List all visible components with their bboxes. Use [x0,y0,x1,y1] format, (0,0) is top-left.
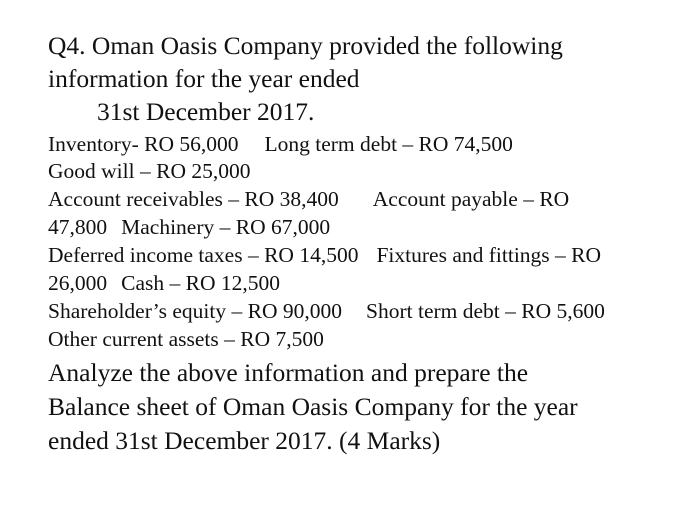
account-receivables-item: Account receivables – RO 38,400 [48,187,339,211]
data-row-3 [48,189,569,211]
data-row-4 [48,217,330,239]
machinery-item: Machinery – RO 67,000 [121,215,331,239]
account-payable-item-part-1: Account payable – RO [372,187,570,211]
data-row-5 [48,245,601,267]
long-term-debt-item: Long term debt – RO 74,500 [264,132,513,156]
goodwill-item: Good will – RO 25,000 [48,159,251,183]
data-row-1 [48,134,513,156]
question-title-line-1: Q4. Oman Oasis Company provided the following [48,31,563,60]
instruction-line-2: Balance sheet of Oman Oasis Company for the year [48,392,578,421]
data-row-7 [48,301,605,323]
cash-item: Cash – RO 12,500 [121,271,280,295]
data-row-6 [48,273,280,295]
other-current-assets-item: Other current assets – RO 7,500 [48,327,324,351]
inventory-item: Inventory- RO 56,000 [48,132,239,156]
short-term-debt-item: Short term debt – RO 5,600 [366,299,605,323]
data-row-2 [48,161,250,183]
fixtures-fittings-item-part-1: Fixtures and fittings – RO [376,243,602,267]
question-title-line-2: information for the year ended [48,64,360,93]
data-row-8 [48,329,324,351]
fixtures-fittings-item-part-2: 26,000 [48,271,108,295]
deferred-income-taxes-item: Deferred income taxes – RO 14,500 [48,243,359,267]
account-payable-item-part-2: 47,800 [48,215,108,239]
shareholders-equity-item: Shareholder’s equity – RO 90,000 [48,299,342,323]
instruction-line-1: Analyze the above information and prepare the [48,358,529,387]
instruction-line-3: ended 31st December 2017. (4 Marks) [48,426,441,455]
question-title-line-3: 31st December 2017. [97,97,315,126]
